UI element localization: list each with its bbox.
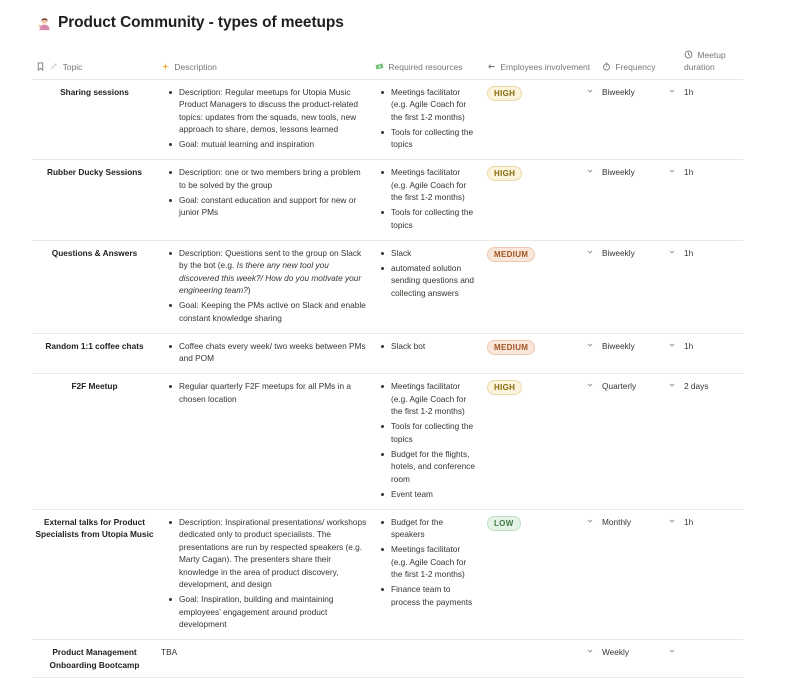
list-item: Goal: Keeping the PMs active on Slack and enable constant knowledge sharing [161, 299, 367, 324]
resources-list [375, 516, 479, 609]
frequency-select[interactable] [598, 240, 680, 333]
frequency-value: Weekly [602, 647, 630, 657]
involvement-badge: MEDIUM [487, 340, 535, 355]
topic-cell[interactable]: Product Management Onboarding Bootcamp [32, 640, 157, 678]
table-row[interactable] [32, 640, 743, 678]
list-item: Goal: Inspiration, building and maintaining employees' engagement around product development [161, 593, 367, 631]
chevron-down-icon[interactable] [668, 341, 676, 349]
money-icon [375, 62, 384, 71]
table-row[interactable] [32, 333, 743, 374]
column-header-description[interactable] [157, 46, 371, 79]
resources-list [375, 380, 479, 500]
list-item: Budget for the flights, hotels, and conference room [375, 448, 479, 486]
involvement-badge: MEDIUM [487, 247, 535, 262]
resources-list [375, 86, 479, 151]
frequency-select[interactable] [598, 509, 680, 640]
duration-cell[interactable]: 1h [680, 160, 743, 241]
column-header-description-label: Description [174, 61, 217, 72]
resources-cell[interactable] [371, 160, 483, 241]
sparkles-icon [161, 62, 170, 71]
frequency-value: Monthly [602, 516, 632, 527]
duration-cell[interactable]: 2 days [680, 374, 743, 510]
chevron-down-icon[interactable] [668, 381, 676, 389]
resources-cell[interactable] [371, 333, 483, 374]
clock-icon [684, 50, 693, 59]
pencil-icon [49, 62, 58, 71]
list-item: Goal: mutual learning and inspiration [161, 138, 367, 151]
frequency-select[interactable] [598, 79, 680, 160]
table-header-row [32, 46, 743, 79]
list-item: Slack [375, 247, 479, 260]
duration-cell[interactable] [680, 640, 743, 678]
resources-list [375, 247, 479, 300]
chevron-down-icon[interactable] [668, 517, 676, 525]
employees-select[interactable] [483, 640, 598, 678]
resources-cell[interactable] [371, 509, 483, 640]
list-item: Description: one or two members bring a problem to be solved by the group [161, 166, 367, 191]
list-item: Meetings facilitator (e.g. Agile Coach for the first 1-2 months) [375, 543, 479, 581]
rich-suffix: ) [247, 285, 251, 295]
resources-list [375, 340, 479, 353]
list-item [161, 247, 367, 297]
list-item: Coffee chats every week/ two weeks between PMs and POM [161, 340, 367, 365]
list-item: Budget for the speakers [375, 516, 479, 541]
rich-prefix: Description: Questions sent to the group on Slack by the bot (e.g. [179, 247, 362, 270]
resources-cell[interactable] [371, 240, 483, 333]
topic-cell[interactable]: External talks for Product Specialists from Utopia Music [32, 509, 157, 640]
list-item: Regular quarterly F2F meetups for all PMs in a chosen location [161, 380, 367, 405]
bookmark-icon [36, 62, 45, 71]
frequency-select[interactable] [598, 333, 680, 374]
column-header-resources[interactable] [371, 46, 483, 79]
frequency-value: Biweekly [602, 247, 635, 258]
chevron-down-icon[interactable] [668, 248, 676, 256]
description-list [161, 340, 367, 365]
column-header-frequency[interactable] [598, 46, 680, 79]
table-row[interactable] [32, 374, 743, 510]
list-item: Meetings facilitator (e.g. Agile Coach for the first 1-2 months) [375, 86, 479, 124]
column-header-employees[interactable] [483, 46, 598, 79]
description-list [161, 166, 367, 219]
chevron-down-icon[interactable] [586, 248, 594, 256]
chevron-down-icon[interactable] [668, 87, 676, 95]
list-item: Description: Inspirational presentations/ workshops dedicated only to product specialists. The presentations are run by respected speakers (e.g. Marty Cagan). The presenters share their knowledge in the area of product discovery, development, and design [161, 516, 367, 591]
list-item: Meetings facilitator (e.g. Agile Coach for the first 1-2 months) [375, 166, 479, 204]
chevron-down-icon[interactable] [586, 87, 594, 95]
employees-select[interactable] [483, 240, 598, 333]
list-item: Meetings facilitator (e.g. Agile Coach for the first 1-2 months) [375, 380, 479, 418]
description-cell[interactable] [157, 640, 371, 678]
frequency-value: Quarterly [602, 381, 637, 391]
involvement-badge: LOW [487, 516, 521, 531]
topic-cell[interactable]: F2F Meetup [32, 374, 157, 510]
employees-select[interactable] [483, 509, 598, 640]
duration-cell[interactable]: 1h [680, 79, 743, 160]
page-title [36, 12, 344, 34]
description-list [161, 86, 367, 151]
frequency-select[interactable] [598, 160, 680, 241]
table-row[interactable] [32, 509, 743, 640]
list-item: Finance team to process the payments [375, 583, 479, 608]
description-cell[interactable] [157, 333, 371, 374]
list-item: Tools for collecting the topics [375, 420, 479, 445]
column-header-duration[interactable] [680, 46, 743, 79]
topic-cell[interactable]: Questions & Answers [32, 240, 157, 333]
chevron-down-icon[interactable] [586, 341, 594, 349]
column-header-employees-label: Employees involvement [500, 61, 591, 72]
list-item: Tools for collecting the topics [375, 126, 479, 151]
topic-cell[interactable]: Sharing sessions [32, 79, 157, 160]
resources-list [375, 166, 479, 231]
chevron-down-icon[interactable] [586, 517, 594, 525]
column-header-frequency-label: Frequency [615, 61, 656, 72]
table-row[interactable] [32, 79, 743, 160]
frequency-value: Biweekly [602, 86, 635, 97]
column-header-topic[interactable] [32, 46, 157, 79]
frequency-select[interactable] [598, 374, 680, 510]
description-text: TBA [161, 647, 178, 657]
column-header-topic-label: Topic [62, 61, 83, 72]
description-cell[interactable] [157, 79, 371, 160]
list-item: automated solution sending questions and collecting answers [375, 262, 479, 300]
frequency-value: Biweekly [602, 340, 635, 351]
topic-cell[interactable]: Random 1:1 coffee chats [32, 333, 157, 374]
table-row[interactable] [32, 240, 743, 333]
employees-select[interactable] [483, 79, 598, 160]
description-cell[interactable] [157, 374, 371, 510]
page-title-text: Product Community - types of meetups [58, 14, 344, 31]
frequency-value: Biweekly [602, 167, 635, 177]
resources-cell[interactable] [371, 79, 483, 160]
duration-cell[interactable]: 1h [680, 333, 743, 374]
description-list [161, 247, 367, 325]
duration-cell[interactable]: 1h [680, 509, 743, 640]
list-item: Event team [375, 488, 479, 501]
list-item: Description: Regular meetups for Utopia Music Product Managers to discuss the product-related topics: updates from the squads, new tools, new approach to share, demos, lessons learned [161, 86, 367, 136]
involvement-badge: HIGH [487, 86, 522, 101]
table-row[interactable] [32, 160, 743, 241]
duration-cell[interactable]: 1h [680, 240, 743, 333]
frequency-select[interactable] [598, 640, 680, 678]
arrow-left-icon [487, 62, 496, 71]
person-emoji-icon [36, 15, 52, 31]
list-item: Tools for collecting the topics [375, 206, 479, 231]
chevron-down-icon[interactable] [586, 167, 594, 175]
description-cell[interactable] [157, 240, 371, 333]
chevron-down-icon[interactable] [586, 647, 594, 655]
resources-cell[interactable] [371, 640, 483, 678]
description-list [161, 516, 367, 631]
description-list [161, 380, 367, 405]
stopwatch-icon [602, 62, 611, 71]
list-item: Slack bot [375, 340, 479, 353]
chevron-down-icon[interactable] [586, 381, 594, 389]
chevron-down-icon[interactable] [668, 647, 676, 655]
list-item: Goal: constant education and support for new or junior PMs [161, 194, 367, 219]
description-cell[interactable] [157, 160, 371, 241]
column-header-duration-label: Meetup duration [684, 49, 726, 72]
topic-cell[interactable]: Rubber Ducky Sessions [32, 160, 157, 241]
meetups-table [32, 46, 743, 678]
description-cell[interactable] [157, 509, 371, 640]
table-body [32, 79, 743, 678]
involvement-badge: HIGH [487, 166, 522, 181]
employees-select[interactable] [483, 160, 598, 241]
rich-italic: Is there any new tool you discovered this week?/ How do you motivate your engineering team? [179, 260, 362, 295]
involvement-badge: HIGH [487, 380, 522, 395]
column-header-resources-label: Required resources [388, 61, 463, 72]
employees-select[interactable] [483, 374, 598, 510]
employees-select[interactable] [483, 333, 598, 374]
chevron-down-icon[interactable] [668, 167, 676, 175]
resources-cell[interactable] [371, 374, 483, 510]
